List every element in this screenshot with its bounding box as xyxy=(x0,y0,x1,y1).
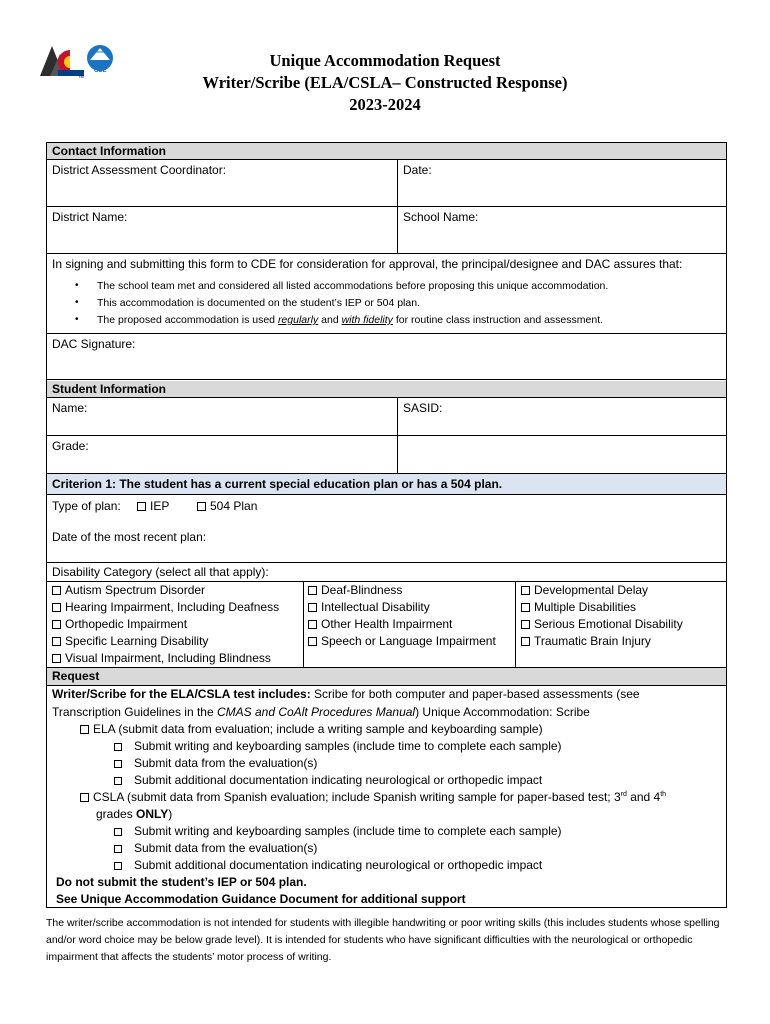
footer-note: The writer/scribe accommodation is not intended for students with illegible handwriting or poor writing skills (this includes students whose spelling and/or word choice may be below grade level). It is intended for students who have significant difficulties with the neurological or orthopedic impairment that affects the students’ motor process of writing. xyxy=(46,917,720,963)
school-label: School Name: xyxy=(403,210,479,224)
disability-learning[interactable]: Specific Learning Disability xyxy=(52,634,208,648)
checkbox-icon xyxy=(114,828,122,836)
csla-item-3[interactable]: Submit additional documentation indicating neurological or orthopedic impact xyxy=(114,858,542,872)
checkbox-icon xyxy=(308,603,317,612)
logo-text: CDE xyxy=(94,68,107,74)
checkbox-icon xyxy=(114,845,122,853)
request-line-2: Transcription Guidelines in the CMAS and CoAlt Procedures Manual) Unique Accommodation: Scribe xyxy=(52,705,590,719)
request-form xyxy=(46,142,727,908)
disability-speech[interactable]: Speech or Language Impairment xyxy=(308,634,496,648)
request-intro: Writer/Scribe for the ELA/CSLA test includes: Scribe for both computer and paper-based assessments (see xyxy=(52,687,640,701)
checkbox-icon xyxy=(308,637,317,646)
disability-section xyxy=(47,563,726,668)
contact-row-2 xyxy=(47,207,726,254)
ela-item-2[interactable]: Submit data from the evaluation(s) xyxy=(114,756,317,770)
disability-deaf-blindness[interactable]: Deaf-Blindness xyxy=(308,583,402,597)
checkbox-icon xyxy=(80,725,89,734)
checkbox-icon xyxy=(52,620,61,629)
assurance-section: In signing and submitting this form to CDE for consideration for approval, the principal/designee and DAC assures that: • The school team met and considered all listed accommodations before proposing this unique accommodation. • This accommodation is documented on the student’s IEP or 504 plan. • The proposed accommodation is used regularly and with fidelity for routine class instruction and assessment. xyxy=(47,254,726,334)
student-name-field[interactable]: Name: xyxy=(52,401,88,415)
checkbox-icon xyxy=(521,637,530,646)
page-title xyxy=(0,50,770,116)
504-checkbox[interactable]: 504 Plan xyxy=(197,499,257,513)
criterion-header: Criterion 1: The student has a current special education plan or has a 504 plan. xyxy=(47,473,726,495)
request-section-header: Request xyxy=(47,668,726,686)
disability-intellectual[interactable]: Intellectual Disability xyxy=(308,600,430,614)
checkbox-icon xyxy=(114,743,122,751)
sasid-field[interactable]: SASID: xyxy=(403,401,443,415)
assurance-intro: In signing and submitting this form to CDE for consideration for approval, the principal/designee and DAC assures that: xyxy=(52,257,683,271)
student-row-1 xyxy=(47,398,726,436)
checkbox-icon xyxy=(80,793,89,802)
ela-checkbox[interactable]: ELA (submit data from evaluation; include a writing sample and keyboarding sample) xyxy=(80,722,543,736)
checkbox-icon xyxy=(114,777,122,785)
disability-multiple[interactable]: Multiple Disabilities xyxy=(521,600,636,614)
disability-tbi[interactable]: Traumatic Brain Injury xyxy=(521,634,651,648)
contact-section-header: Contact Information xyxy=(47,143,726,160)
title-line-3: 2023-2024 xyxy=(349,95,421,114)
date-label: Date: xyxy=(403,163,432,177)
checkbox-icon xyxy=(521,586,530,595)
grade-field[interactable]: Grade: xyxy=(52,439,89,453)
district-label: District Name: xyxy=(52,210,128,224)
trademark: TM xyxy=(78,74,84,79)
disability-autism[interactable]: Autism Spectrum Disorder xyxy=(52,583,205,597)
checkbox-icon xyxy=(52,586,61,595)
contact-row-1 xyxy=(47,160,726,207)
district-name-field[interactable] xyxy=(47,207,397,253)
school-name-field[interactable] xyxy=(398,207,728,253)
checkbox-icon xyxy=(197,502,206,511)
plan-section xyxy=(47,495,726,563)
csla-item-2[interactable]: Submit data from the evaluation(s) xyxy=(114,841,317,855)
checkbox-icon xyxy=(114,862,122,870)
disability-orthopedic[interactable]: Orthopedic Impairment xyxy=(52,617,187,631)
disability-other-health[interactable]: Other Health Impairment xyxy=(308,617,452,631)
checkbox-icon xyxy=(308,620,317,629)
dac-signature-label: DAC Signature: xyxy=(52,337,136,351)
csla-item-1[interactable]: Submit writing and keyboarding samples (include time to complete each sample) xyxy=(114,824,562,838)
plan-date-label: Date of the most recent plan: xyxy=(52,530,207,544)
disability-hearing[interactable]: Hearing Impairment, Including Deafness xyxy=(52,600,279,614)
date-field[interactable] xyxy=(398,160,728,206)
checkbox-icon xyxy=(521,620,530,629)
checkbox-icon xyxy=(52,603,61,612)
disability-visual[interactable]: Visual Impairment, Including Blindness xyxy=(52,651,271,665)
iep-checkbox[interactable]: IEP xyxy=(137,499,169,513)
dac-signature-field[interactable] xyxy=(47,334,726,380)
checkbox-icon xyxy=(308,586,317,595)
csla-checkbox[interactable]: CSLA (submit data from Spanish evaluation; include Spanish writing sample for paper-based test; 3rd and 4th xyxy=(80,790,666,804)
ela-item-1[interactable]: Submit writing and keyboarding samples (include time to complete each sample) xyxy=(114,739,562,753)
dac-label: District Assessment Coordinator: xyxy=(52,163,227,177)
checkbox-icon xyxy=(52,654,61,663)
title-line-1: Unique Accommodation Request xyxy=(269,51,501,70)
checkbox-icon xyxy=(521,603,530,612)
csla-line-2: grades ONLY) xyxy=(96,807,173,821)
request-section xyxy=(47,686,726,908)
checkbox-icon xyxy=(137,502,146,511)
checkbox-icon xyxy=(114,760,122,768)
disability-developmental[interactable]: Developmental Delay xyxy=(521,583,648,597)
plan-type-label: Type of plan: xyxy=(52,499,121,513)
title-line-2: Writer/Scribe (ELA/CSLA– Constructed Response) xyxy=(202,73,568,92)
ela-item-3[interactable]: Submit additional documentation indicating neurological or orthopedic impact xyxy=(114,773,542,787)
request-note-1: Do not submit the student’s IEP or 504 plan. xyxy=(56,875,307,889)
student-section-header: Student Information xyxy=(47,381,726,398)
disability-emotional[interactable]: Serious Emotional Disability xyxy=(521,617,683,631)
disability-label: Disability Category (select all that apply): xyxy=(52,565,269,579)
request-note-2: See Unique Accommodation Guidance Document for additional support xyxy=(56,892,466,906)
student-row-2 xyxy=(47,436,726,473)
checkbox-icon xyxy=(52,637,61,646)
dac-field[interactable] xyxy=(47,160,397,206)
